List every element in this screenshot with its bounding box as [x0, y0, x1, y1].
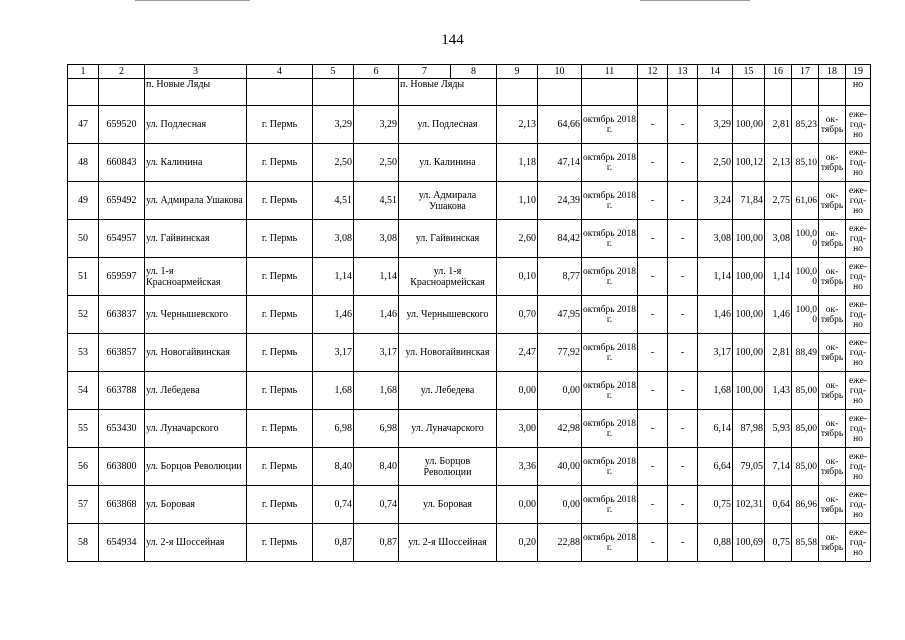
object-id: 660843 [99, 144, 145, 182]
object-id: 663837 [99, 296, 145, 334]
value-col10: 42,98 [538, 410, 582, 448]
col-header: 18 [819, 65, 846, 79]
value-col14: 0,88 [698, 524, 733, 562]
value-col9: 0,10 [497, 258, 538, 296]
table-row [68, 296, 871, 334]
month: ок-тябрь [819, 220, 846, 258]
street-name: ул. Адмирала Ушакова [145, 182, 247, 220]
city: г. Пермь [247, 524, 313, 562]
value-col14: 3,17 [698, 334, 733, 372]
value-col14: 6,64 [698, 448, 733, 486]
table-cell [765, 79, 792, 106]
value-col15: 71,84 [733, 182, 765, 220]
table-cell [68, 79, 99, 106]
table-row [68, 524, 871, 562]
table-cell [497, 79, 538, 106]
street-name: ул. Боровая [145, 486, 247, 524]
table-row [68, 334, 871, 372]
value-col5: 1,68 [313, 372, 354, 410]
date: октябрь 2018 г. [582, 486, 638, 524]
value-col9: 2,60 [497, 220, 538, 258]
value-col17: 100,0 0 [792, 220, 819, 258]
table-row [68, 410, 871, 448]
value-col5: 1,46 [313, 296, 354, 334]
table-cell [538, 79, 582, 106]
frequency: еже-год-но [846, 334, 871, 372]
value-col10: 77,92 [538, 334, 582, 372]
object-id: 663868 [99, 486, 145, 524]
city: г. Пермь [247, 296, 313, 334]
value-col13: - [668, 524, 698, 562]
row-number: 54 [68, 372, 99, 410]
object-id: 653430 [99, 410, 145, 448]
value-col13: - [668, 486, 698, 524]
value-col5: 6,98 [313, 410, 354, 448]
date: октябрь 2018 г. [582, 296, 638, 334]
value-col6: 3,29 [354, 106, 399, 144]
street-name-2: ул. Чернышевского [399, 296, 497, 334]
city: г. Пермь [247, 334, 313, 372]
street-name-2: ул. Борцов Революции [399, 448, 497, 486]
value-col9: 3,36 [497, 448, 538, 486]
frequency: еже-год-но [846, 106, 871, 144]
value-col14: 3,29 [698, 106, 733, 144]
value-col14: 1,46 [698, 296, 733, 334]
date: октябрь 2018 г. [582, 106, 638, 144]
frequency: еже-год-но [846, 410, 871, 448]
value-col12: - [638, 334, 668, 372]
object-id: 663788 [99, 372, 145, 410]
table-cell [354, 79, 399, 106]
table-row [68, 448, 871, 486]
value-col15: 87,98 [733, 410, 765, 448]
row-number: 50 [68, 220, 99, 258]
value-col15: 100,00 [733, 258, 765, 296]
value-col5: 8,40 [313, 448, 354, 486]
value-col12: - [638, 524, 668, 562]
value-col6: 1,68 [354, 372, 399, 410]
col-header: 3 [145, 65, 247, 79]
street-name-2: ул. Новогайвинская [399, 334, 497, 372]
page-number: 144 [441, 32, 464, 48]
value-col12: - [638, 486, 668, 524]
date: октябрь 2018 г. [582, 448, 638, 486]
frequency: еже-год-но [846, 486, 871, 524]
value-col9: 0,00 [497, 486, 538, 524]
month: ок-тябрь [819, 486, 846, 524]
table-cell [638, 79, 668, 106]
month: ок-тябрь [819, 334, 846, 372]
value-col16: 0,64 [765, 486, 792, 524]
city: г. Пермь [247, 410, 313, 448]
month: ок-тябрь [819, 524, 846, 562]
month: ок-тябрь [819, 182, 846, 220]
value-col15: 100,00 [733, 334, 765, 372]
row-number: 49 [68, 182, 99, 220]
value-col12: - [638, 182, 668, 220]
value-col16: 0,75 [765, 524, 792, 562]
value-col6: 4,51 [354, 182, 399, 220]
date: октябрь 2018 г. [582, 258, 638, 296]
value-col10: 84,42 [538, 220, 582, 258]
object-id: 659520 [99, 106, 145, 144]
value-col13: - [668, 410, 698, 448]
month: ок-тябрь [819, 106, 846, 144]
value-col13: - [668, 182, 698, 220]
month: ок-тябрь [819, 410, 846, 448]
value-col6: 0,74 [354, 486, 399, 524]
value-col16: 2,81 [765, 334, 792, 372]
value-col9: 3,00 [497, 410, 538, 448]
month: ок-тябрь [819, 258, 846, 296]
continuation-street-2: п. Новые Ляды [399, 79, 497, 106]
value-col17: 85,00 [792, 372, 819, 410]
street-name-2: ул. 1-я Красноармейская [399, 258, 497, 296]
table-row [68, 182, 871, 220]
table-row [68, 144, 871, 182]
object-id: 659492 [99, 182, 145, 220]
street-name: ул. Чернышевского [145, 296, 247, 334]
city: г. Пермь [247, 372, 313, 410]
value-col16: 1,14 [765, 258, 792, 296]
value-col6: 0,87 [354, 524, 399, 562]
value-col5: 3,17 [313, 334, 354, 372]
month: ок-тябрь [819, 296, 846, 334]
col-header: 12 [638, 65, 668, 79]
table-body [68, 65, 871, 562]
street-name: ул. Гайвинская [145, 220, 247, 258]
table-row [68, 486, 871, 524]
value-col14: 0,75 [698, 486, 733, 524]
month: ок-тябрь [819, 448, 846, 486]
street-name-2: ул. Калинина [399, 144, 497, 182]
row-number: 52 [68, 296, 99, 334]
value-col10: 64,66 [538, 106, 582, 144]
table-row [68, 106, 871, 144]
street-name: ул. Подлесная [145, 106, 247, 144]
value-col14: 3,08 [698, 220, 733, 258]
value-col13: - [668, 372, 698, 410]
value-col13: - [668, 448, 698, 486]
value-col13: - [668, 106, 698, 144]
date: октябрь 2018 г. [582, 144, 638, 182]
row-number: 53 [68, 334, 99, 372]
col-header: 19 [846, 65, 871, 79]
value-col17: 100,0 0 [792, 296, 819, 334]
value-col16: 7,14 [765, 448, 792, 486]
value-col5: 3,08 [313, 220, 354, 258]
value-col9: 0,70 [497, 296, 538, 334]
street-name-2: ул. 2-я Шоссейная [399, 524, 497, 562]
table-row [68, 372, 871, 410]
value-col15: 79,05 [733, 448, 765, 486]
value-col13: - [668, 334, 698, 372]
value-col10: 47,14 [538, 144, 582, 182]
street-name: ул. 2-я Шоссейная [145, 524, 247, 562]
value-col13: - [668, 258, 698, 296]
value-col14: 1,14 [698, 258, 733, 296]
value-col16: 1,46 [765, 296, 792, 334]
row-number: 56 [68, 448, 99, 486]
value-col17: 100,0 0 [792, 258, 819, 296]
frequency: еже-год-но [846, 372, 871, 410]
street-name: ул. Луначарского [145, 410, 247, 448]
value-col14: 3,24 [698, 182, 733, 220]
frequency: еже-год-но [846, 182, 871, 220]
value-col17: 85,58 [792, 524, 819, 562]
value-col16: 5,93 [765, 410, 792, 448]
value-col10: 24,39 [538, 182, 582, 220]
frequency: еже-год-но [846, 258, 871, 296]
row-number: 47 [68, 106, 99, 144]
value-col12: - [638, 372, 668, 410]
value-col6: 1,46 [354, 296, 399, 334]
value-col5: 2,50 [313, 144, 354, 182]
value-col15: 100,00 [733, 296, 765, 334]
table-cell [668, 79, 698, 106]
col-header: 8 [451, 65, 497, 79]
frequency: еже-год-но [846, 144, 871, 182]
value-col17: 88,49 [792, 334, 819, 372]
value-col12: - [638, 296, 668, 334]
date: октябрь 2018 г. [582, 524, 638, 562]
date: октябрь 2018 г. [582, 334, 638, 372]
city: г. Пермь [247, 182, 313, 220]
data-table [67, 64, 871, 562]
row-number: 57 [68, 486, 99, 524]
value-col13: - [668, 144, 698, 182]
month: ок-тябрь [819, 144, 846, 182]
row-number: 55 [68, 410, 99, 448]
street-name-2: ул. Адмирала Ушакова [399, 182, 497, 220]
col-header: 4 [247, 65, 313, 79]
col-header: 14 [698, 65, 733, 79]
object-id: 659597 [99, 258, 145, 296]
continuation-street: п. Новые Ляды [145, 79, 247, 106]
object-id: 663800 [99, 448, 145, 486]
street-name-2: ул. Лебедева [399, 372, 497, 410]
col-header: 13 [668, 65, 698, 79]
value-col9: 2,13 [497, 106, 538, 144]
value-col14: 1,68 [698, 372, 733, 410]
value-col10: 22,88 [538, 524, 582, 562]
frequency: еже-год-но [846, 524, 871, 562]
col-header: 9 [497, 65, 538, 79]
table-cell [582, 79, 638, 106]
continuation-row [68, 79, 871, 106]
value-col15: 100,00 [733, 220, 765, 258]
table-cell [313, 79, 354, 106]
value-col12: - [638, 410, 668, 448]
value-col12: - [638, 144, 668, 182]
value-col6: 3,08 [354, 220, 399, 258]
date: октябрь 2018 г. [582, 372, 638, 410]
col-header: 15 [733, 65, 765, 79]
value-col10: 0,00 [538, 486, 582, 524]
table-cell [247, 79, 313, 106]
street-name: ул. Борцов Революции [145, 448, 247, 486]
col-header: 1 [68, 65, 99, 79]
row-number: 51 [68, 258, 99, 296]
value-col12: - [638, 448, 668, 486]
month: ок-тябрь [819, 372, 846, 410]
value-col5: 1,14 [313, 258, 354, 296]
value-col16: 1,43 [765, 372, 792, 410]
col-header: 17 [792, 65, 819, 79]
table-cell [819, 79, 846, 106]
col-header: 2 [99, 65, 145, 79]
value-col15: 100,00 [733, 106, 765, 144]
top-rule-left [135, 0, 250, 1]
table-row [68, 220, 871, 258]
value-col10: 47,95 [538, 296, 582, 334]
value-col5: 0,74 [313, 486, 354, 524]
street-name-2: ул. Подлесная [399, 106, 497, 144]
table-row [68, 258, 871, 296]
row-number: 58 [68, 524, 99, 562]
value-col15: 100,00 [733, 372, 765, 410]
value-col16: 3,08 [765, 220, 792, 258]
city: г. Пермь [247, 106, 313, 144]
value-col17: 85,00 [792, 448, 819, 486]
city: г. Пермь [247, 448, 313, 486]
city: г. Пермь [247, 486, 313, 524]
street-name: ул. Лебедева [145, 372, 247, 410]
value-col6: 8,40 [354, 448, 399, 486]
value-col15: 100,69 [733, 524, 765, 562]
date: октябрь 2018 г. [582, 182, 638, 220]
date: октябрь 2018 г. [582, 220, 638, 258]
col-header: 11 [582, 65, 638, 79]
value-col5: 4,51 [313, 182, 354, 220]
table-cell [733, 79, 765, 106]
value-col5: 3,29 [313, 106, 354, 144]
col-header: 5 [313, 65, 354, 79]
value-col6: 6,98 [354, 410, 399, 448]
value-col13: - [668, 220, 698, 258]
value-col9: 1,10 [497, 182, 538, 220]
street-name: ул. Новогайвинская [145, 334, 247, 372]
street-name-2: ул. Боровая [399, 486, 497, 524]
value-col14: 2,50 [698, 144, 733, 182]
value-col12: - [638, 220, 668, 258]
value-col17: 85,10 [792, 144, 819, 182]
value-col10: 40,00 [538, 448, 582, 486]
value-col13: - [668, 296, 698, 334]
date: октябрь 2018 г. [582, 410, 638, 448]
table-cell [792, 79, 819, 106]
value-col16: 2,13 [765, 144, 792, 182]
value-col6: 2,50 [354, 144, 399, 182]
table-cell [99, 79, 145, 106]
value-col14: 6,14 [698, 410, 733, 448]
value-col9: 1,18 [497, 144, 538, 182]
frequency: еже-год-но [846, 220, 871, 258]
value-col16: 2,81 [765, 106, 792, 144]
city: г. Пермь [247, 258, 313, 296]
value-col16: 2,75 [765, 182, 792, 220]
col-header: 16 [765, 65, 792, 79]
frequency: еже-год-но [846, 448, 871, 486]
value-col9: 0,00 [497, 372, 538, 410]
frequency: еже-год-но [846, 296, 871, 334]
street-name-2: ул. Гайвинская [399, 220, 497, 258]
value-col17: 85,23 [792, 106, 819, 144]
col-header: 7 [399, 65, 451, 79]
col-header: 10 [538, 65, 582, 79]
value-col12: - [638, 258, 668, 296]
value-col17: 86,96 [792, 486, 819, 524]
col-header: 6 [354, 65, 399, 79]
value-col9: 0,20 [497, 524, 538, 562]
object-id: 654957 [99, 220, 145, 258]
value-col10: 8,77 [538, 258, 582, 296]
value-col17: 61,06 [792, 182, 819, 220]
value-col9: 2,47 [497, 334, 538, 372]
row-number: 48 [68, 144, 99, 182]
object-id: 654934 [99, 524, 145, 562]
table-cell [698, 79, 733, 106]
street-name-2: ул. Луначарского [399, 410, 497, 448]
street-name: ул. 1-я Красноармейская [145, 258, 247, 296]
object-id: 663857 [99, 334, 145, 372]
value-col10: 0,00 [538, 372, 582, 410]
city: г. Пермь [247, 144, 313, 182]
value-col6: 1,14 [354, 258, 399, 296]
city: г. Пермь [247, 220, 313, 258]
top-rule-right [640, 0, 750, 1]
value-col17: 85,00 [792, 410, 819, 448]
value-col15: 100,12 [733, 144, 765, 182]
street-name: ул. Калинина [145, 144, 247, 182]
value-col15: 102,31 [733, 486, 765, 524]
value-col5: 0,87 [313, 524, 354, 562]
continuation-freq: но [846, 79, 871, 106]
header-row [68, 65, 871, 79]
value-col12: - [638, 106, 668, 144]
value-col6: 3,17 [354, 334, 399, 372]
